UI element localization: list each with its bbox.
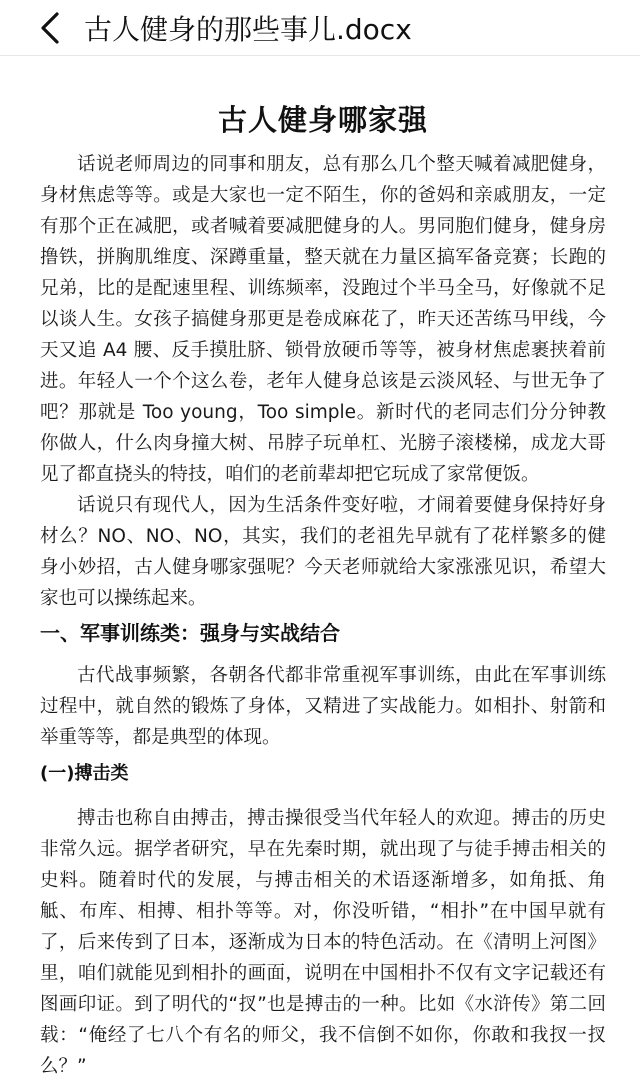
section1-paragraph: 古代战事频繁，各朝各代都非常重视军事训练，由此在军事训练过程中，就自然的锻炼了身体，又精进了实战能力。如相扑、射箭和举重等等，都是典型的体现。 — [40, 665, 606, 748]
back-button[interactable] — [22, 0, 78, 56]
document-title: 古人健身哪家强 — [217, 103, 428, 137]
document-file-name: 古人健身的那些事儿.docx — [84, 12, 412, 46]
document-viewer[interactable] — [0, 56, 640, 1077]
top-bar — [0, 0, 640, 56]
subsection-heading-combat: (一)搏击类 — [40, 763, 129, 784]
intro-paragraph-2: 话说只有现代人，因为生活条件变好啦，才闹着要健身保持好身材么？NO、NO、NO，其实，我们的老祖先早就有了花样繁多的健身小妙招，古人健身哪家强呢？今天老师就给大家涨涨见识，希望大家也可以操练起来。 — [40, 495, 606, 609]
section-heading-military-training: 一、军事训练类：强身与实战结合 — [40, 621, 340, 645]
subsection-paragraph: 搏击也称自由搏击，搏击操很受当代年轻人的欢迎。搏击的历史非常久远。据学者研究，早在先秦时期，就出现了与徒手搏击相关的史料。随着时代的发展，与搏击相关的术语逐渐增多，如角抵、角觝、布库、相搏、相扑等等。对，你没听错，“相扑”在中国早就有了，后来传到了日本，逐渐成为日本的特色活动。在《清明上河图》里，咱们就能见到相扑的画面，说明在中国相扑不仅有文字记载还有图画印证。到了明代的“扠”也是搏击的一种。比如《水浒传》第二回载：“俺经了七八个有名的师父，我不信倒不如你，你敢和我扠一扠么？” — [40, 808, 606, 1077]
intro-paragraph-1: 话说老师周边的同事和朋友，总有那么几个整天喊着减肥健身，身材焦虑等等。或是大家也一定不陌生，你的爸妈和亲戚朋友，一定有那个正在减肥，或者喊着要减肥健身的人。男同胞们健身，健身房撸铁，拼胸肌维度、深蹲重量，整天就在力量区搞军备竞赛；长跑的兄弟，比的是配速里程、训练频率，没跑过个半马全马，好像就不足以谈人生。女孩子搞健身那更是卷成麻花了，昨天还苦练马甲线，今天又追 A4 腰、反手摸肚脐、锁骨放硬币等等，被身材焦虑裹挟着前进。年轻人一个个这么卷，老年人健身总该是云淡风轻、与世无争了吧？那就是 Too young，Too simple。新时代的老同志们分分钟教你做人，什么肉身撞大树、吊脖子玩单杠、光膀子滚楼梯，成龙大哥见了都直挠头的特技，咱们的老前辈却把它玩成了家常便饭。 — [40, 154, 606, 485]
chevron-left-icon — [39, 11, 61, 45]
